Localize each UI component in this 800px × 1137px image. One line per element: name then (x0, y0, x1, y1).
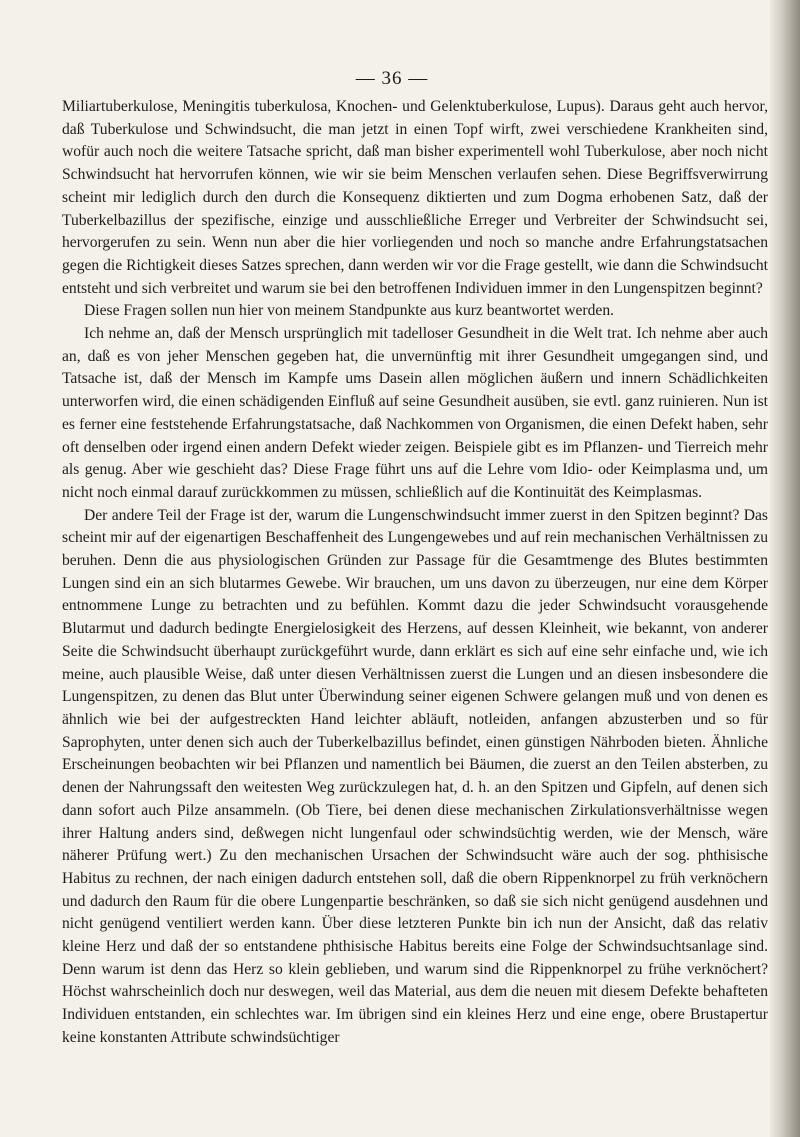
page-number: — 36 — (355, 68, 429, 89)
paragraph-3: Ich nehme an, daß der Mensch ursprünglich mit tadelloser Gesundheit in die Welt trat. Ich nehme aber auch an, daß es von jeher Menschen gegeben hat, die unvernünftig mit ihrer Gesundheit umgegangen sind, und Tatsache ist, daß der Mensch im Kampfe ums Dasein allen möglichen äußern und innern Schädlichkeiten unterworfen wird, die einen schädigenden Einfluß auf seine Gesundheit ausüben, sie evtl. ganz ruinieren. Nun ist es ferner eine feststehende Erfahrungstatsache, daß Nachkommen von Organismen, die einen Defekt haben, sehr oft denselben oder irgend einen andern Defekt wieder zeigen. Beispiele gibt es im Pflanzen- und Tierreich mehr als genug. Aber wie geschieht das? Diese Frage führt uns auf die Lehre vom Idio- oder Keimplasma und, um nicht noch einmal darauf zurückkommen zu müssen, schließlich auf die Kontinuität des Keimplasmas. (62, 325, 768, 501)
document-body (62, 96, 768, 1050)
page-edge-shadow (770, 0, 800, 1137)
paragraph-1: Miliartuberkulose, Meningitis tuberkulosa, Knochen- und Gelenktuberkulose, Lupus). Daraus geht auch hervor, daß Tuberkulose und Schwindsucht, die man jetzt in einen Topf wirft, zwei verschiedene Krankheiten sind, wofür auch noch die weitere Tatsache spricht, daß man bisher experimentell wohl Tuberkulose, aber noch nicht Schwindsucht hat hervorrufen können, wie wir sie beim Menschen verlaufen sehen. Diese Begriffsverwirrung scheint mir lediglich durch den durch die Konsequenz diktierten und zum Dogma erhobenen Satz, daß der Tuberkelbazillus der spezifische, einzige und ausschließliche Erreger und Verbreiter der Schwindsucht sei, hervorgerufen zu sein. Wenn nun aber die hier vorliegenden und noch so manche andre Erfahrungstatsachen gegen die Richtigkeit dieses Satzes sprechen, dann werden wir vor die Frage gestellt, wie dann die Schwindsucht entsteht und sich verbreitet und warum sie bei den betroffenen Individuen immer in den Lungenspitzen beginnt? (62, 98, 768, 297)
paragraph-2: Diese Fragen sollen nun hier von meinem Standpunkte aus kurz beantwortet werden. (84, 302, 615, 320)
paragraph-4: Der andere Teil der Frage ist der, warum die Lungenschwindsucht immer zuerst in den Spitzen beginnt? Das scheint mir auf der eigenartigen Beschaffenheit des Lungengewebes und auf rein mechanischen Verhältnissen zu beruhen. Denn die aus physiologischen Gründen zur Passage für die Gesamtmenge des Blutes bestimmten Lungen sind ein an sich blutarmes Gewebe. Wir brauchen, um uns davon zu überzeugen, nur eine dem Körper entnommene Lunge zu betrachten und zu befühlen. Kommt dazu die jeder Schwindsucht vorausgehende Blutarmut und dadurch bedingte Energielosigkeit des Herzens, auf dessen Kleinheit, wie bekannt, von anderer Seite die Schwindsucht überhaupt zurückgeführt wurde, dann erklärt es sich auf eine sehr einfache und, wie ich meine, auch plausible Weise, daß unter diesen Verhältnissen zuerst die Lungen und an diesen insbesondere die Lungenspitzen, zu denen das Blut unter Überwindung seiner eigenen Schwere gelangen muß und von denen es ähnlich wie bei der aufgestreckten Hand leichter abläuft, notleiden, anfangen abzusterben und so für Saprophyten, unter denen sich auch der Tuberkelbazillus befindet, einen günstigen Nährboden bieten. Ähnliche Erscheinungen beobachten wir bei Pflanzen und namentlich bei Bäumen, die zuerst an den Teilen absterben, zu denen der Nahrungssaft den weitesten Weg zurückzulegen hat, d. h. an den Spitzen und Gipfeln, auf denen sich dann sofort auch Pilze ansammeln. (Ob Tiere, bei denen diese mechanischen Zirkulationsverhältnisse wegen ihrer Haltung anders sind, deßwegen nicht lungenfaul oder schwindsüchtig werden, wie der Mensch, wäre näherer Prüfung wert.) Zu den mechanischen Ursachen der Schwindsucht wäre auch der sog. phthisische Habitus zu rechnen, der nach einigen dadurch entstehen soll, daß die obern Rippenknorpel zu früh verknöchern und dadurch den Raum für die obere Lungenpartie beschränken, so daß sie sich nicht genügend ausdehnen und nicht genügend ventiliert werden kann. Über diese letzteren Punkte bin ich nun der Ansicht, daß das relativ kleine Herz und daß der so entstandene phthisische Habitus bereits eine Folge der Schwindsuchtsanlage sind. Denn warum ist denn das Herz so klein geblieben, und warum sind die Rippenknorpel zu frühe verknöchert? Höchst wahrscheinlich doch nur deswegen, weil das Material, aus dem die neuen mit diesem Defekte behafteten Individuen entstanden, ein schlechtes war. Im übrigen sind ein kleines Herz und eine enge, obere Brustapertur keine konstanten Attribute schwindsüchtiger (62, 506, 768, 1046)
